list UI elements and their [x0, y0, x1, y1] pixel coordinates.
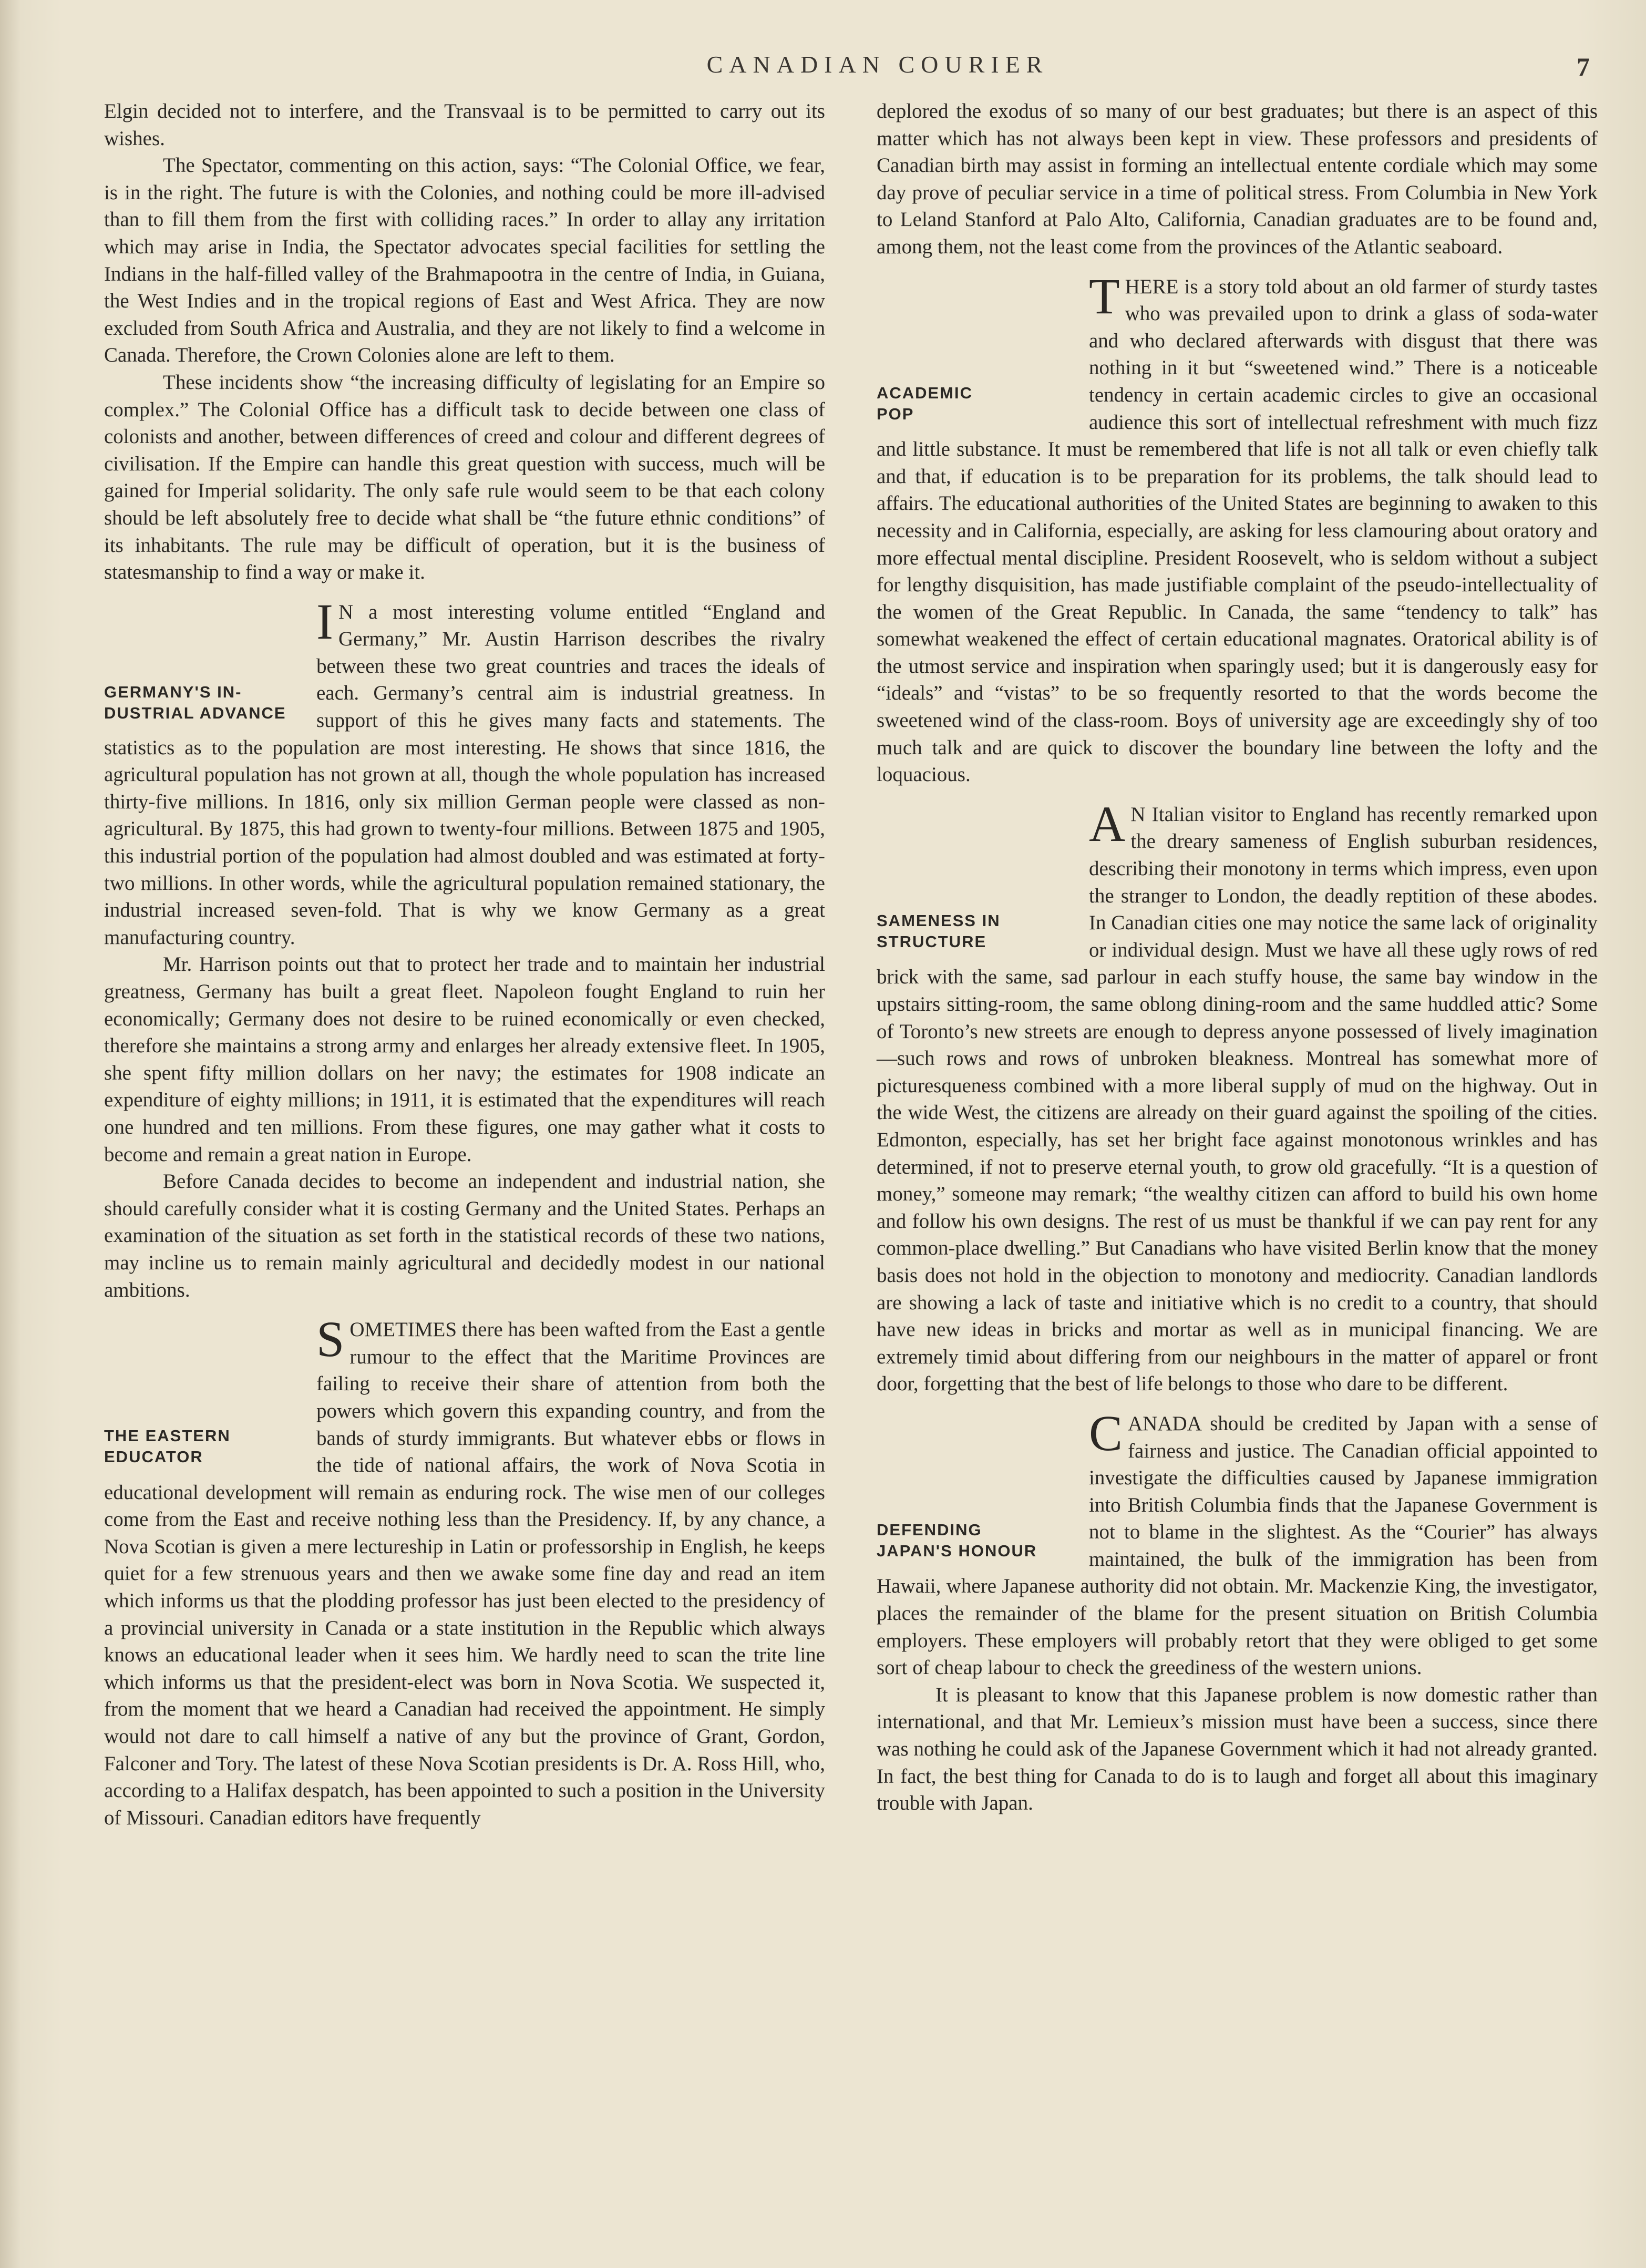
side-heading: THE EASTERN EDUCATOR: [104, 1427, 231, 1466]
drop-cap: A: [1089, 795, 1126, 852]
article-germany: [104, 593, 825, 1304]
side-heading: ACADEMIC POP: [877, 383, 973, 423]
paragraph: A N Italian visitor to England has recently remarked upon the dreary sameness of English suburban residences, describing their monotony in terms which impress, even upon the stranger to London, the deadly reptition of these abodes. In Canadian cities one may notice the same lack of originality or individual design. Must we have all these ugly rows of red brick with the same, sad parlour in each stuffy house, the same bay window in the upstairs sitting-room, the same oblong dining-room and the same huddled attic? Some of Toronto’s new streets are enough to depress anyone possessed of lively imagination—such rows and rows of unbroken bleakness. Montreal has somewhat more of picturesqueness combined with a more liberal supply of mud on the highway. Out in the wide West, the citizens are already on their guard against the spoiling of the cities. Edmonton, especially, has set her bright face against monotonous wrinkles and has determined, if not to preserve eternal youth, to grow old gracefully. “It is a question of money,” someone may remark; “the wealthy citizen can afford to build his own home and follow his own designs. The rest of us must be thankful if we can pay rent for any common-place dwelling.” But Canadians who have visited Berlin know that the money basis does not hold in the objection to monotony and mediocrity. Canadian landlords are showing a lack of taste and initiative which is no credit to a country, that should have new ideas in bricks and mortar as well as in municipal financing. We are extremely timid about differing from our neighbours in the matter of apparel or front door, forgetting that the best of life belongs to those who dare to be different.: [877, 795, 1598, 1395]
side-heading: DEFENDING JAPAN'S HONOUR: [877, 1520, 1037, 1560]
paragraph: These incidents show “the increasing difficulty of legislating for an Empire so complex.” The Colonial Office has a difficult task to decide between one class of colonists and another, between differences of creed and colour and different degrees of civilisation. If the Empire can handle this great question with success, much will be gained for Imperial solidarity. The only safe rule would seem to be that each colony should be left absolutely free to decide what shall be “the future ethnic conditions” of its inhabitants. The rule may be difficult of operation, but it is the business of statesmanship to find a way or make it.: [104, 371, 825, 584]
paragraph: deplored the exodus of so many of our best graduates; but there is an aspect of this matter which has not always been kept in view. These professors and presidents of Canadian birth may assist in forming an intellectual entente cordiale which may some day prove of peculiar service in a time of political stress. From Columbia in New York to Leland Stanford at Palo Alto, California, Canadian graduates are to be found and, among them, not the least come from the provinces of the Atlantic seaboard.: [877, 100, 1598, 258]
drop-cap: S: [316, 1311, 345, 1368]
left-column: [104, 98, 825, 1831]
paragraph: Mr. Harrison points out that to protect her trade and to maintain her industrial greatness, Germany has built a great fleet. Napoleon fought England to ruin her economically; Germany does not desire to be ruined economically or even checked, therefore she maintains a strong army and enlarges her already extensive fleet. In 1905, she spent fifty million dollars on her navy; the estimates for 1908 indicate an expenditure of eighty millions; in 1911, it is estimated that the expenditures will reach one hundred and ten millions. From these figures, one may gather what it costs to become and remain a great nation in Europe.: [104, 953, 825, 1166]
article-academic-pop: [877, 268, 1598, 788]
paragraph: THERE is a story told about an old farmer of sturdy tastes who was prevailed upon to drink a glass of soda-water and who declared afterwards with disgust that there was nothing in it but “sweetened wind.” There is a noticeable tendency in certain academic circles to give an occasional audience this sort of intellectual refreshment with much fizz and little substance. It must be remembered that life is not all talk or even chiefly talk and that, if education is to be preparation for its problems, the talk should lead to affairs. The educational authorities of the United States are beginning to awaken to this necessity and in California, especially, are asking for less clamouring about oratory and more effectual mental discipline. President Roosevelt, who is seldom without a subject for lengthy disquisition, has made justifiable complaint of the pseudo-intellectuality of the women of the Great Republic. In Canada, the same “tendency to talk” has somewhat weakened the effect of certain educational magnates. Oratorical ability is of the utmost service and inspiration when sparingly used; but it is dangerously easy for “ideals” and “vistas” to be so frequently resorted to that the words become the sweetened wind of the class-room. Boys of university age are exceedingly shy of too much talk and are quick to discover the boundary line between the lofty and the loquacious.: [877, 268, 1598, 786]
side-heading: SAMENESS IN STRUCTURE: [877, 911, 1001, 951]
paragraph: Elgin decided not to interfere, and the Transvaal is to be permitted to carry out its wishes.: [104, 100, 825, 150]
running-header: CANADIAN COURIER: [706, 51, 1049, 78]
paragraph: I N a most interesting volume entitled “England and Germany,” Mr. Austin Harrison describes the rivalry between these two great countries and traces the ideals of each. Germany’s central aim is industrial greatness. In support of this he gives many facts and statements. The statistics as to the population are most interesting. He shows that since 1816, the agricultural population has not grown at all, though the whole population has increased thirty-five millions. In 1816, only six million German people were classed as non-agricultural. By 1875, this had grown to twenty-four millions. Between 1875 and 1905, this industrial portion of the population had almost doubled and was estimated at forty-two millions. In other words, while the agricultural population remained stationary, the industrial increased seven-fold. That is why we know Germany as a great manufacturing country.: [104, 593, 825, 949]
drop-cap: I: [316, 593, 333, 650]
drop-cap: C: [1089, 1404, 1123, 1461]
paragraph: CANADA should be credited by Japan with a sense of fairness and justice. The Canadian official appointed to investigate the difficulties caused by Japanese immigration into British Columbia finds that the Japanese Government is not to blame in the slightest. As the “Courier” has always maintained, the bulk of the immigration has been from Hawaii, where Japanese authority did not obtain. Mr. Mackenzie King, the investigator, places the remainder of the blame for the present situation on British Columbia employers. These employers will probably retort that they were obliged to get some sort of cheap labour to check the greediness of the western unions.: [877, 1404, 1598, 1679]
paragraph: SOMETIMES there has been wafted from the East a gentle rumour to the effect that the Maritime Provinces are failing to receive their share of attention from both the powers which govern this expanding country, and from the bands of sturdy immigrants. But whatever ebbs or flows in the tide of national affairs, the work of Nova Scotia in educational development will remain as enduring rock. The wise men of our colleges come from the East and receive nothing less than the Presidency. If, by any chance, a Nova Scotian is given a mere lectureship in Latin or professorship in English, he keeps quiet for a few strenuous years and then we awake some fine day and read an item which informs us that the plodding professor has just been elected to the presidency of a provincial university in Canada or a state institution in the Republic which always knows an educational leader when it sees him. We hardly need to scan the trite line which informs us that the president-elect was born in Nova Scotia. We suspected it, from the moment that we heard a Canadian had received the appointment. He simply would not dare to call himself a native of any but the province of Grant, Gordon, Falconer and Tory. The latest of these Nova Scotian presidents is Dr. A. Ross Hill, who, according to a Halifax despatch, has been appointed to such a position in the University of Missouri. Canadian editors have frequently: [104, 1311, 825, 1829]
paragraph: The Spectator, commenting on this action, says: “The Colonial Office, we fear, is in the right. The future is with the Colonies, and nothing could be more ill-advised than to fill them from the first with colliding races.” In order to allay any irritation which may arise in India, the Spectator advocates special facilities for settling the Indians in the half-filled valley of the Brahmapootra in the centre of India, in Guiana, the West Indies and in the tropical regions of East and West Africa. They are now excluded from South Africa and Australia, and they are not likely to find a welcome in Canada. Therefore, the Crown Colonies alone are left to them.: [104, 154, 825, 367]
article-eastern-educator: [104, 1311, 825, 1831]
article-sameness: [877, 795, 1598, 1398]
paragraph: Before Canada decides to become an independent and industrial nation, she should carefully consider what it is costing Germany and the United States. Perhaps an examination of the situation as set forth in the statistical records of these two nations, may incline us to remain mainly agricultural and decidedly modest in our national ambitions.: [104, 1170, 825, 1301]
article-japan: [877, 1404, 1598, 1817]
drop-cap: T: [1089, 268, 1120, 324]
right-column: [877, 98, 1598, 1817]
side-heading: GERMANY'S IN- DUSTRIAL ADVANCE: [104, 682, 286, 722]
paragraph: It is pleasant to know that this Japanese problem is now domestic rather than international, and that Mr. Lemieux’s mission must have been a success, since there was nothing he could ask of the Japanese Government which it had not already granted. In fact, the best thing for Canada to do is to laugh and forget all about this imaginary trouble with Japan.: [877, 1683, 1598, 1815]
page-number: 7: [1577, 52, 1590, 81]
